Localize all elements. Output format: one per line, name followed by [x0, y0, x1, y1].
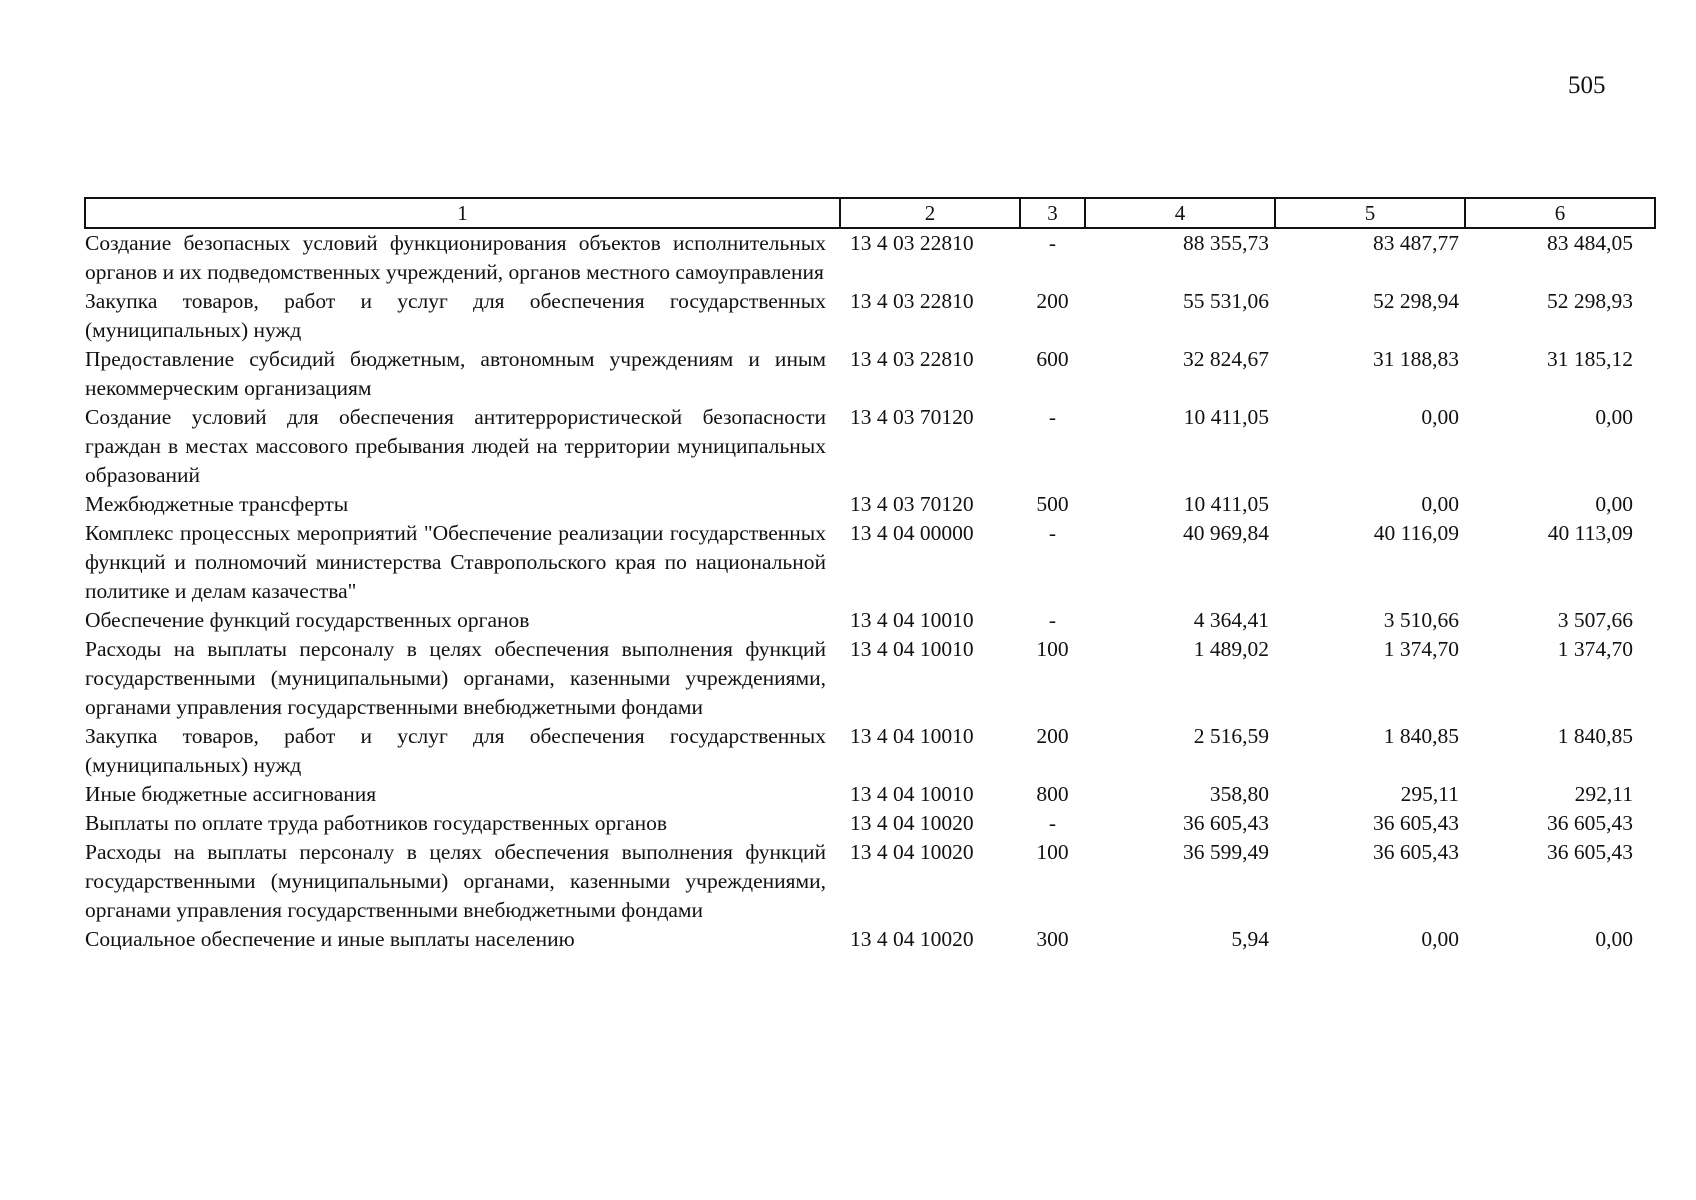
row-code: 13 4 04 10020 [850, 840, 974, 864]
row-code: 13 4 04 10020 [850, 811, 974, 835]
row-value-col5: 295,11 [1400, 782, 1459, 806]
header-cell-6: 6 [1465, 198, 1655, 228]
table-row [85, 722, 1655, 780]
row-value-col4: 55 531,06 [1183, 289, 1269, 313]
row-code: 13 4 04 10010 [850, 724, 974, 748]
header-cell-5: 5 [1275, 198, 1465, 228]
page-number: 505 [1568, 72, 1606, 99]
row-expense-type: 200 [1036, 724, 1069, 748]
row-expense-type: - [1048, 231, 1057, 255]
row-expense-type: 100 [1036, 637, 1069, 661]
row-value-col5: 36 605,43 [1373, 811, 1459, 835]
row-value-col5: 1 840,85 [1383, 724, 1459, 748]
row-value-col5: 83 487,77 [1373, 231, 1459, 255]
row-value-col4: 1 489,02 [1193, 637, 1269, 661]
header-cell-2: 2 [840, 198, 1020, 228]
table-row [85, 228, 1655, 287]
row-value-col6: 83 484,05 [1547, 231, 1633, 255]
row-value-col6: 0,00 [1595, 405, 1633, 429]
header-cell-3: 3 [1020, 198, 1085, 228]
row-name: Закупка товаров, работ и услуг для обеспечения государственных (муниципальных) нужд [85, 724, 826, 777]
row-value-col4: 5,94 [1231, 927, 1269, 951]
row-value-col4: 40 969,84 [1183, 521, 1269, 545]
row-value-col6: 3 507,66 [1557, 608, 1633, 632]
row-name: Иные бюджетные ассигнования [85, 782, 377, 806]
row-value-col6: 52 298,93 [1547, 289, 1633, 313]
header-cell-4: 4 [1085, 198, 1275, 228]
row-value-col5: 36 605,43 [1373, 840, 1459, 864]
row-expense-type: - [1048, 521, 1057, 545]
row-code: 13 4 04 00000 [850, 521, 974, 545]
row-value-col5: 0,00 [1421, 405, 1459, 429]
table-header [85, 198, 1655, 228]
row-expense-type: 800 [1036, 782, 1069, 806]
table-row [85, 635, 1655, 722]
row-value-col5: 1 374,70 [1383, 637, 1459, 661]
row-code: 13 4 04 10020 [850, 927, 974, 951]
row-code: 13 4 04 10010 [850, 608, 974, 632]
row-value-col5: 31 188,83 [1373, 347, 1459, 371]
row-name: Межбюджетные трансферты [85, 492, 349, 516]
table-row [85, 606, 1655, 635]
header-row [85, 198, 1655, 228]
row-name: Выплаты по оплате труда работников государственных органов [85, 811, 668, 835]
row-expense-type: 100 [1036, 840, 1069, 864]
budget-table [84, 197, 1656, 954]
row-value-col6: 292,11 [1574, 782, 1633, 806]
table-row [85, 287, 1655, 345]
row-value-col4: 2 516,59 [1193, 724, 1269, 748]
row-name: Предоставление субсидий бюджетным, автономным учреждениям и иным некоммерческим организациям [85, 347, 826, 400]
row-expense-type: - [1048, 811, 1057, 835]
header-cell-1: 1 [85, 198, 840, 228]
row-expense-type: - [1048, 608, 1057, 632]
row-name: Социальное обеспечение и иные выплаты населению [85, 927, 575, 951]
row-value-col5: 40 116,09 [1373, 521, 1459, 545]
table-row [85, 403, 1655, 490]
table-row [85, 345, 1655, 403]
table-body [85, 228, 1655, 954]
table-row [85, 809, 1655, 838]
table-row [85, 490, 1655, 519]
row-code: 13 4 03 22810 [850, 289, 974, 313]
row-name: Комплекс процессных мероприятий "Обеспечение реализации государственных функций и полномочий министерства Ставропольского края по национальной политике и делам казачества" [85, 521, 826, 603]
table-row [85, 780, 1655, 809]
row-value-col4: 88 355,73 [1183, 231, 1269, 255]
row-value-col4: 4 364,41 [1193, 608, 1269, 632]
row-value-col6: 36 605,43 [1547, 840, 1633, 864]
row-value-col4: 32 824,67 [1183, 347, 1269, 371]
row-code: 13 4 04 10010 [850, 637, 974, 661]
table-row [85, 519, 1655, 606]
row-value-col4: 36 599,49 [1183, 840, 1269, 864]
row-name: Создание условий для обеспечения антитеррористической безопасности граждан в местах массового пребывания людей на территории муниципальных образований [85, 405, 826, 487]
row-value-col5: 3 510,66 [1383, 608, 1459, 632]
row-value-col6: 1 840,85 [1557, 724, 1633, 748]
row-code: 13 4 04 10010 [850, 782, 974, 806]
row-value-col6: 36 605,43 [1547, 811, 1633, 835]
row-code: 13 4 03 70120 [850, 492, 974, 516]
row-value-col4: 10 411,05 [1183, 405, 1269, 429]
row-expense-type: 300 [1036, 927, 1069, 951]
row-name: Обеспечение функций государственных органов [85, 608, 530, 632]
row-value-col6: 1 374,70 [1557, 637, 1633, 661]
table-row [85, 838, 1655, 925]
row-value-col6: 0,00 [1595, 927, 1633, 951]
row-value-col5: 0,00 [1421, 927, 1459, 951]
row-code: 13 4 03 22810 [850, 231, 974, 255]
row-value-col5: 0,00 [1421, 492, 1459, 516]
row-name: Закупка товаров, работ и услуг для обеспечения государственных (муниципальных) нужд [85, 289, 826, 342]
row-value-col6: 40 113,09 [1547, 521, 1633, 545]
row-name: Расходы на выплаты персоналу в целях обеспечения выполнения функций государственными (муниципальными) органами, казенными учреждениями, органами управления государственными внебюджетными фондами [85, 637, 826, 719]
row-value-col5: 52 298,94 [1373, 289, 1459, 313]
row-expense-type: 600 [1036, 347, 1069, 371]
row-value-col6: 0,00 [1595, 492, 1633, 516]
row-name: Создание безопасных условий функционирования объектов исполнительных органов и их подведомственных учреждений, органов местного самоуправления [85, 231, 826, 284]
row-code: 13 4 03 70120 [850, 405, 974, 429]
row-expense-type: - [1048, 405, 1057, 429]
table-row [85, 925, 1655, 954]
row-value-col6: 31 185,12 [1547, 347, 1633, 371]
row-expense-type: 500 [1036, 492, 1069, 516]
row-expense-type: 200 [1036, 289, 1069, 313]
row-code: 13 4 03 22810 [850, 347, 974, 371]
row-value-col4: 10 411,05 [1183, 492, 1269, 516]
row-name: Расходы на выплаты персоналу в целях обеспечения выполнения функций государственными (муниципальными) органами, казенными учреждениями, органами управления государственными внебюджетными фондами [85, 840, 826, 922]
row-value-col4: 358,80 [1209, 782, 1269, 806]
row-value-col4: 36 605,43 [1183, 811, 1269, 835]
